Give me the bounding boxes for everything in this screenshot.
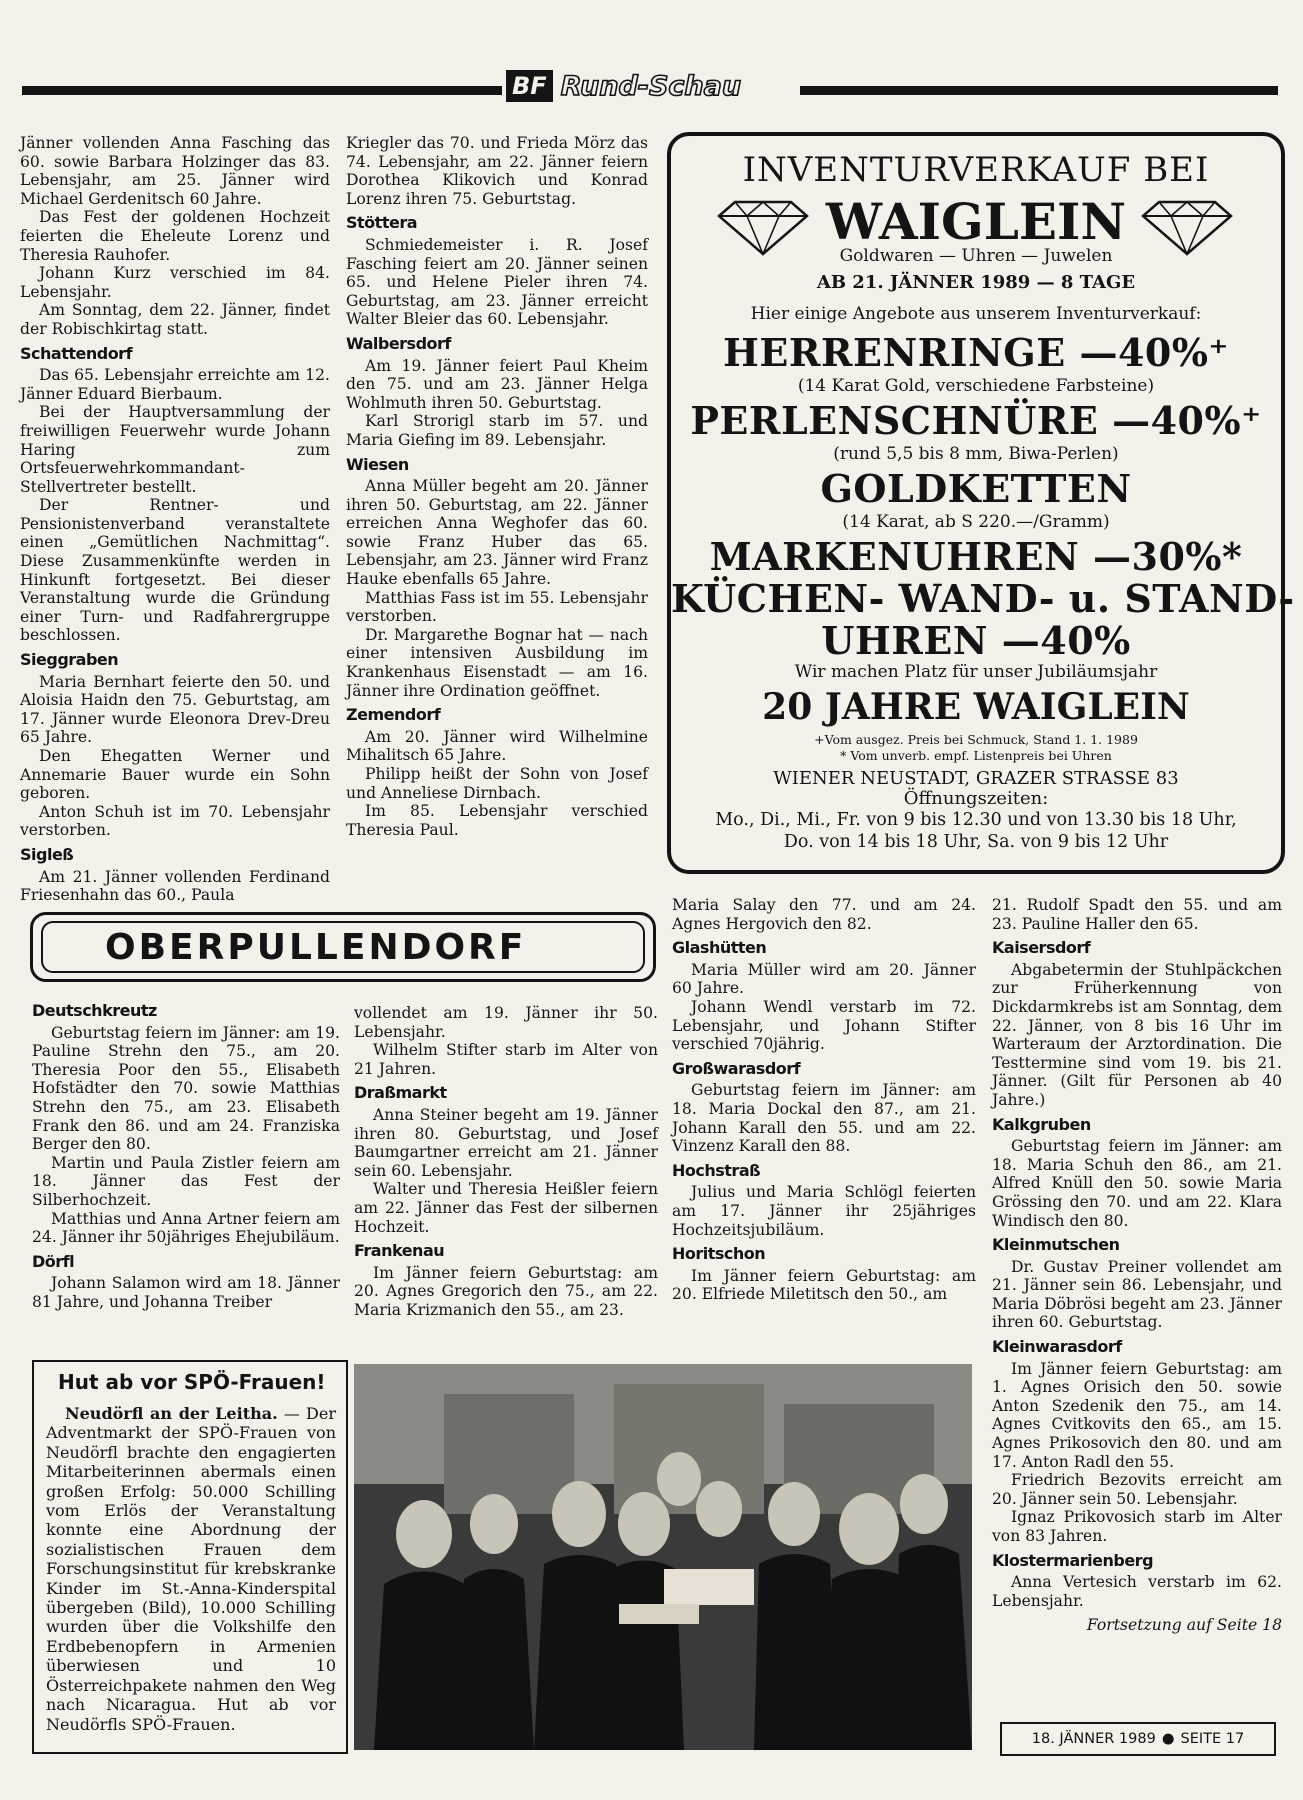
place-heading: Deutschkreutz <box>32 1001 157 1020</box>
paragraph: Am 19. Jänner feiert Paul Kheim den 75. und am 23. Jänner Helga Wohlmuth ihren 50. Geburtstag. <box>346 356 648 412</box>
ad-hours-title: Öffnungszeiten: <box>903 788 1049 809</box>
ad-subline: Goldwaren — Uhren — Juwelen <box>839 246 1113 266</box>
section-title: Rund-Schau <box>560 70 742 102</box>
offer-uhren: UHREN —40% <box>821 618 1131 663</box>
paragraph: Am Sonntag, dem 22. Jänner, findet der Robischkirtag statt. <box>20 301 330 338</box>
paragraph: vollendet am 19. Jänner ihr 50. Lebensjahr. <box>354 1004 658 1041</box>
paragraph <box>46 1404 336 1734</box>
place-heading: Dörfl <box>32 1251 75 1271</box>
paragraph: Maria Bernhart feierte den 50. und Aloisia Haidn den 75. Geburtstag, am 17. Jänner wurde Eleonora Drev-Dreu 65 Jahre. <box>20 672 330 747</box>
ad-address: WIENER NEUSTADT, GRAZER STRASSE 83 <box>773 768 1179 789</box>
article-title: Hut ab vor SPÖ-Frauen! <box>58 1370 326 1394</box>
paragraph: Karl Strorigl starb im 57. und Maria Giefing im 89. Lebensjahr. <box>346 412 648 449</box>
place-heading: Walbersdorf <box>346 333 451 353</box>
lower-column-3 <box>672 896 976 1304</box>
place-heading: Wiesen <box>346 454 409 474</box>
offer-markenuhren: MARKENUHREN —30%* <box>709 534 1243 579</box>
column-2 <box>346 134 648 839</box>
place-heading: Horitschon <box>672 1244 766 1264</box>
paragraph: Am 20. Jänner wird Wilhelmine Mihalitsch 65 Jahre. <box>346 727 648 765</box>
section-logo <box>506 70 741 102</box>
article-text: — Der Adventmarkt der SPÖ-Frauen von Neudörfl brachte den engagierten Mitarbeiterinnen abermals einen großen Erfolg: 50.000 Schilling vom Erlös der Veranstaltung konnte eine Abordnung der sozialistischen Frauen dem Forschungsinstitut für krebskranke Kinder im St.-Anna-Kinderspital übergeben (Bild), 10.000 Schilling wurden über die Volkshilfe den Erdbebenopfern in Armenien überwiesen und 10 Österreichpakete nahmen den Weg nach Nicaragua. Hut ab vor Neudörfls SPÖ-Frauen. <box>46 1404 336 1734</box>
dateline: Neudörfl an der Leitha. <box>65 1404 278 1423</box>
place-heading: Zemendorf <box>346 705 441 725</box>
ad-jubilee: 20 JAHRE WAIGLEIN <box>762 686 1190 728</box>
offer-uhren: KÜCHEN- WAND- u. STAND- <box>671 576 1295 621</box>
paragraph: Das 65. Lebensjahr erreichte am 12. Jänner Eduard Bierbaum. <box>20 366 330 403</box>
column-1 <box>20 134 330 905</box>
paragraph: Kriegler das 70. und Frieda Mörz das 74. Lebensjahr, am 22. Jänner feiern Dorothea Klikovich und Konrad Lorenz ihren 75. Geburtstag. <box>346 134 648 208</box>
photo-image <box>354 1364 972 1750</box>
paragraph: Johann Salamon wird am 18. Jänner 81 Jahre, und Johanna Treiber <box>32 1274 340 1311</box>
place-heading: Glashütten <box>672 938 767 958</box>
continuation-note: Fortsetzung auf Seite 18 <box>1086 1616 1282 1635</box>
offer-goldketten: GOLDKETTEN <box>820 466 1132 511</box>
place-heading: Kaisersdorf <box>992 938 1091 958</box>
waiglein-advertisement <box>667 132 1295 874</box>
paragraph: Ignaz Prikovosich starb im Alter von 83 Jahren. <box>992 1508 1282 1545</box>
issue-date: 18. JÄNNER 1989 <box>1031 1731 1156 1747</box>
paragraph: Maria Salay den 77. und am 24. Agnes Hergovich den 82. <box>672 896 976 933</box>
place-heading: Stöttera <box>346 213 417 233</box>
paragraph: Johann Wendl verstarb im 72. Lebensjahr, und Johann Stifter verschied 70jährig. <box>672 997 976 1054</box>
paragraph: Martin und Paula Zistler feiern am 18. Jänner das Fest der Silberhochzeit. <box>32 1153 340 1209</box>
paragraph: Geburtstag feiern im Jänner: am 19. Pauline Strehn den 75., am 20. Theresia Poor den 55., Elisabeth Hofstädter den 70. sowie Matthias Strehn den 75., am 23. Elisabeth Frank den 86. und am 24. Franziska Berger den 80. <box>32 1023 340 1154</box>
page-number: SEITE 17 <box>1180 1731 1245 1747</box>
lower-column-4 <box>992 896 1282 1635</box>
paragraph: Bei der Hauptversammlung der freiwilligen Feuerwehr wurde Johann Haring zum Ortsfeuerwehrkommandant-Stellvertreter bestellt. <box>20 403 330 496</box>
bf-logo: BF <box>506 70 553 102</box>
paragraph: Anna Vertesich verstarb im 62. Lebensjahr. <box>992 1573 1282 1610</box>
place-heading: Kleinmutschen <box>992 1235 1120 1255</box>
place-heading: Kalkgruben <box>992 1114 1091 1134</box>
paragraph: Wilhelm Stifter starb im Alter von 21 Jahren. <box>354 1041 658 1078</box>
paragraph: Schmiedemeister i. R. Josef Fasching feiert am 20. Jänner seinen 65. und Helene Pieler ihren 74. Geburtstag, am 23. Jänner erreicht Walter Bleier das 60. Lebensjahr. <box>346 235 648 329</box>
lower-column-1 <box>32 1002 340 1312</box>
offer-herrenringe: HERRENRINGE —40%⁺ <box>722 330 1229 375</box>
paragraph: Maria Müller wird am 20. Jänner 60 Jahre. <box>672 960 976 998</box>
place-heading: Schattendorf <box>20 343 133 363</box>
place-heading: Sigleß <box>20 844 74 864</box>
place-heading: Frankenau <box>354 1241 445 1261</box>
place-heading: Draßmarkt <box>354 1083 447 1103</box>
paragraph: Matthias und Anna Artner feiern am 24. Jänner ihr 50jähriges Ehejubiläum. <box>32 1209 340 1247</box>
paragraph: Dr. Gustav Preiner vollendet am 21. Jänner sein 86. Lebensjahr, und Maria Döbrösi begeht am 23. Jänner ihren 60. Geburtstag. <box>992 1257 1282 1332</box>
offer-note: (14 Karat Gold, verschiedene Farbsteine) <box>797 376 1155 396</box>
ad-intro: Hier einige Angebote aus unserem Inventurverkauf: <box>750 304 1202 324</box>
paragraph: 21. Rudolf Spadt den 55. und am 23. Pauline Haller den 65. <box>992 896 1282 933</box>
ad-hours: Do. von 14 bis 18 Uhr, Sa. von 9 bis 12 Uhr <box>783 832 1169 852</box>
group-photo <box>354 1364 972 1750</box>
ad-jubilee-text: Wir machen Platz für unser Jubiläumsjahr <box>794 662 1158 682</box>
lower-column-2 <box>354 1004 658 1320</box>
paragraph: Im 85. Lebensjahr verschied Theresia Paul. <box>346 802 648 839</box>
place-heading: Großwarasdorf <box>672 1058 801 1078</box>
paragraph: Friedrich Bezovits erreicht am 20. Jänner sein 50. Lebensjahr. <box>992 1471 1282 1508</box>
offer-note: (rund 5,5 bis 8 mm, Biwa-Perlen) <box>833 444 1119 464</box>
paragraph: Der Rentner- und Pensionistenverband veranstaltete einen „Gemütlichen Nachmittag“. Diese Zusammenkünfte werden in Hinkunft fortgesetzt. Bei dieser Veranstaltung wurde die Gründung einer Turn- und Radfahrergruppe beschlossen. <box>20 496 330 645</box>
paragraph: Am 21. Jänner vollenden Ferdinand Friesenhahn das 60., Paula <box>20 867 330 905</box>
paragraph: Im Jänner feiern Geburtstag: am 1. Agnes Orisich den 50. sowie Anton Szedenik den 75., am 14. Agnes Cvitkovits den 65., am 15. Agnes Prikosovich den 80. und am 17. Anton Radl den 55. <box>992 1359 1282 1471</box>
paragraph: Jänner vollenden Anna Fasching das 60. sowie Barbara Holzinger das 83. Lebensjahr, am 25. Jänner wird Michael Gerdenitsch 60 Jahre. <box>20 134 330 208</box>
place-heading: Klostermarienberg <box>992 1550 1154 1570</box>
paragraph: Das Fest der goldenen Hochzeit feierten die Eheleute Lorenz und Theresia Rauhofer. <box>20 208 330 264</box>
ad-brand: WAIGLEIN <box>825 192 1127 251</box>
paragraph: Dr. Margarethe Bognar hat — nach einer intensiven Ausbildung im Krankenhaus Eisenstadt — am 16. Jänner ihre Ordination geöffnet. <box>346 625 648 700</box>
paragraph: Anton Schuh ist im 70. Lebensjahr verstorben. <box>20 802 330 840</box>
place-heading: Kleinwarasdorf <box>992 1337 1122 1357</box>
paragraph: Den Ehegatten Werner und Annemarie Bauer wurde ein Sohn geboren. <box>20 747 330 803</box>
paragraph: Im Jänner feiern Geburtstag: am 20. Agnes Gregorich den 75., am 22. Maria Krizmanich den 55., am 23. <box>354 1263 658 1319</box>
paragraph: Walter und Theresia Heißler feiern am 22. Jänner das Fest der silbernen Hochzeit. <box>354 1180 658 1236</box>
banner-title: OBERPULLENDORF <box>41 921 645 973</box>
article-body <box>46 1404 336 1734</box>
ad-headline: INVENTURVERKAUF BEI <box>742 150 1210 190</box>
paragraph: Philipp heißt der Sohn von Josef und Anneliese Dirnbach. <box>346 765 648 802</box>
ad-dates: AB 21. JÄNNER 1989 — 8 TAGE <box>816 272 1136 293</box>
ad-footnote: +Vom ausgez. Preis bei Schmuck, Stand 1. 1. 1989 <box>814 732 1138 747</box>
paragraph: Abgabetermin der Stuhlpäckchen zur Früherkennung von Dickdarmkrebs ist am Sonntag, dem 22. Jänner, von 8 bis 16 Uhr im Warteraum der Arztordination. Die Testtermine sind vom 19. bis 21. Jänner. (Gilt für Personen ab 40 Jahre.) <box>992 960 1282 1109</box>
ad-footnote: * Vom unverb. empf. Listenpreis bei Uhren <box>840 748 1112 763</box>
ad-hours: Mo., Di., Mi., Fr. von 9 bis 12.30 und von 13.30 bis 18 Uhr, <box>715 810 1237 830</box>
page-footer <box>1000 1722 1276 1756</box>
header-rule-right <box>800 86 1278 95</box>
paragraph: Geburtstag feiern im Jänner: am 18. Maria Dockal den 87., am 21. Johann Karall den 55. und am 22. Vinzenz Karall den 88. <box>672 1081 976 1156</box>
paragraph: Anna Steiner begeht am 19. Jänner ihren 80. Geburtstag, und Josef Baumgartner erreicht am 21. Jänner sein 60. Lebensjahr. <box>354 1105 658 1180</box>
place-heading: Sieggraben <box>20 650 119 670</box>
paragraph: Julius und Maria Schlögl feierten am 17. Jänner ihr 25jähriges Hochzeitsjubiläum. <box>672 1183 976 1239</box>
paragraph: Geburtstag feiern im Jänner: am 18. Maria Schuh den 86., am 21. Alfred Knüll den 50. sowie Maria Grössing den 70. und am 22. Klara Windisch den 80. <box>992 1137 1282 1230</box>
paragraph: Anna Müller begeht am 20. Jänner ihren 50. Geburtstag, am 22. Jänner erreichen Anna Weghofer das 60. sowie Franz Huber das 65. Lebensjahr, am 23. Jänner wird Franz Hauke ebenfalls 65 Jahre. <box>346 477 648 589</box>
offer-perlenschnuere: PERLENSCHNÜRE —40%⁺ <box>690 398 1262 443</box>
section-banner <box>30 912 656 982</box>
header-rule-left <box>22 86 502 95</box>
offer-note: (14 Karat, ab S 220.—/Gramm) <box>842 512 1110 532</box>
paragraph: Im Jänner feiern Geburtstag: am 20. Elfriede Miletitsch den 50., am <box>672 1266 976 1304</box>
boxed-article <box>32 1360 348 1754</box>
bullet-icon: ● <box>1161 1731 1175 1747</box>
paragraph: Matthias Fass ist im 55. Lebensjahr verstorben. <box>346 588 648 626</box>
paragraph: Johann Kurz verschied im 84. Lebensjahr. <box>20 264 330 301</box>
place-heading: Hochstraß <box>672 1160 761 1180</box>
